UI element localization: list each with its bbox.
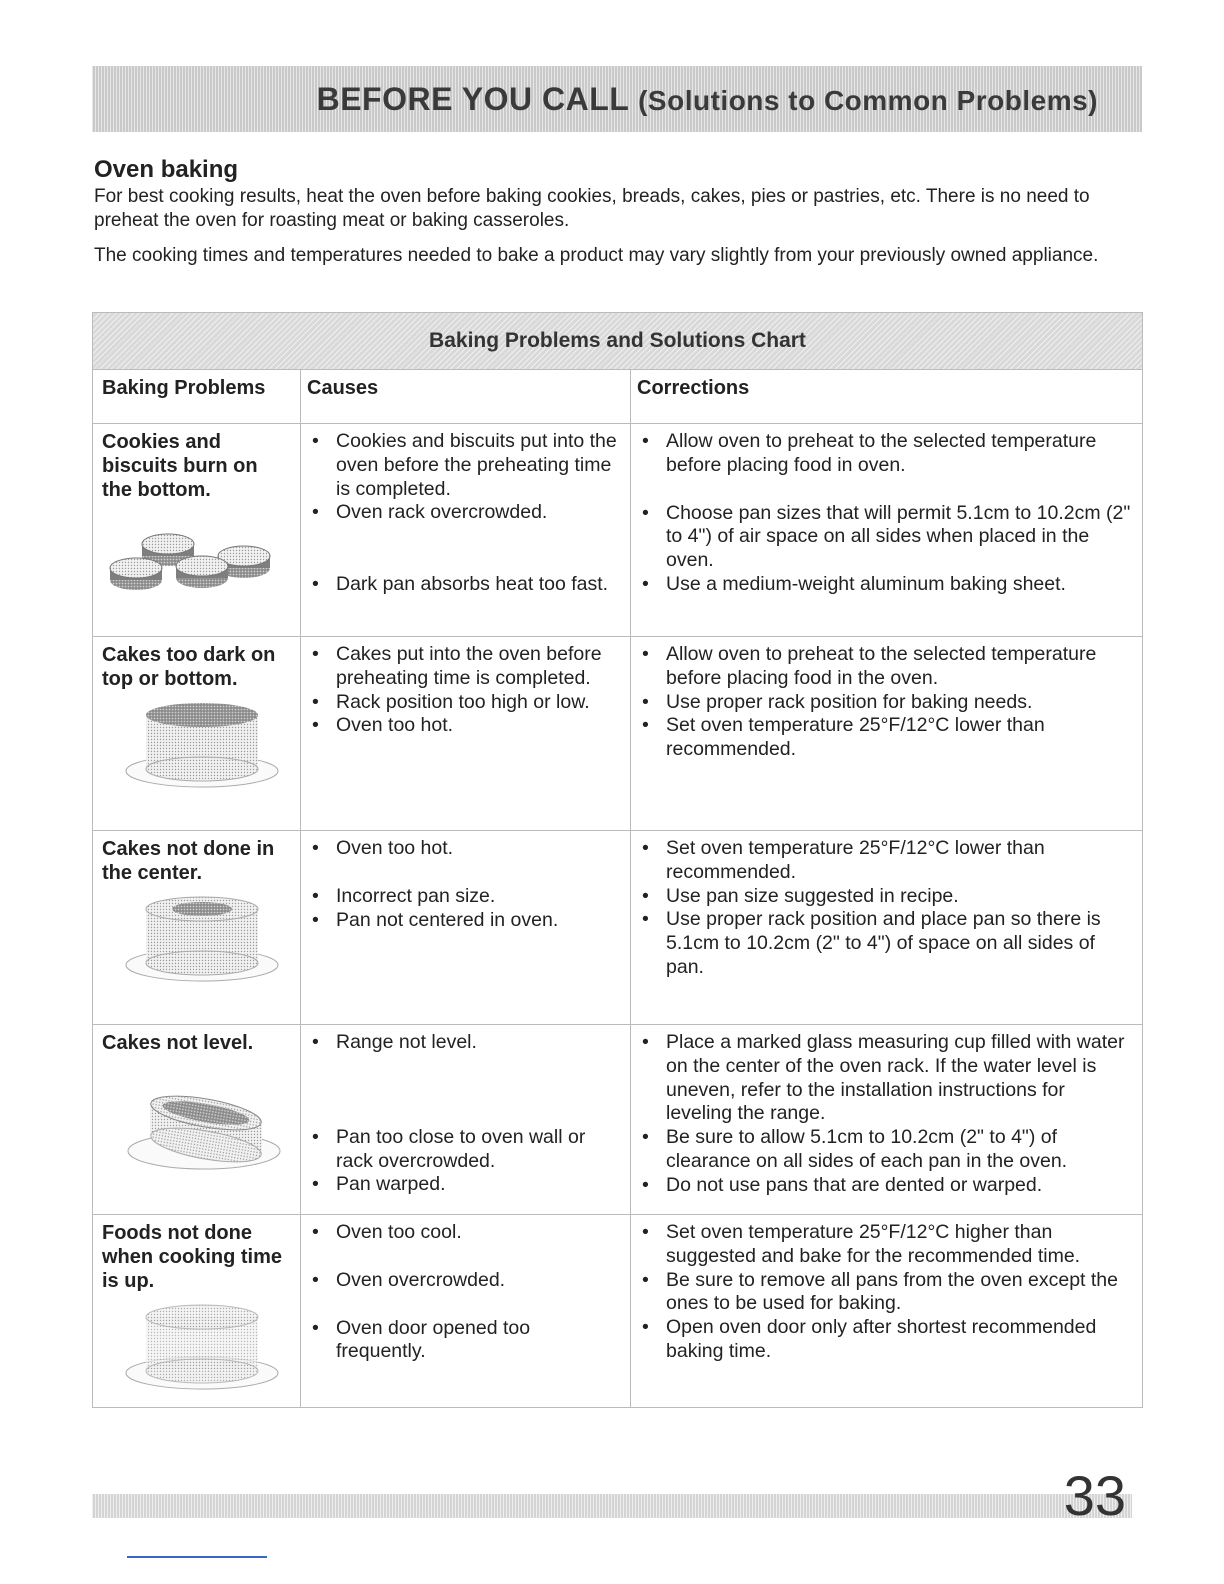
causes-list	[307, 643, 622, 738]
list-item: • Oven too hot.	[307, 837, 622, 861]
list-item: • Cakes put into the oven before preheating time is completed.	[307, 643, 622, 691]
page-number: 33	[1063, 1464, 1126, 1527]
corrections-list	[637, 1221, 1134, 1364]
tilted-cake-icon	[118, 1073, 294, 1177]
column-header: Baking Problems	[93, 370, 301, 423]
list-item: • Be sure to remove all pans from the oven except the ones to be used for baking.	[637, 1269, 1134, 1317]
list-item: • Oven rack overcrowded.	[307, 501, 622, 525]
list-item: • Set oven temperature 25°F/12°C lower than recommended.	[637, 837, 1134, 885]
problem-label: Cookies and biscuits burn on the bottom.	[102, 431, 258, 501]
list-item: • Pan too close to oven wall or rack overcrowded.	[307, 1126, 622, 1174]
section-title: Oven baking	[94, 156, 239, 183]
column-header: Causes	[301, 370, 631, 423]
table-row	[93, 636, 1142, 830]
corrections-list	[637, 837, 1134, 980]
table-row	[93, 830, 1142, 1024]
list-item: • Use proper rack position for baking needs.	[637, 691, 1134, 715]
list-item: • Range not level.	[307, 1031, 622, 1055]
list-item: • Oven too hot.	[307, 714, 622, 738]
causes-list	[307, 837, 622, 932]
cookies-icon	[106, 516, 278, 602]
table-row	[93, 1024, 1142, 1214]
pale-cake-icon	[120, 1301, 296, 1393]
page-header-title	[317, 81, 1098, 118]
corrections-list	[637, 430, 1134, 597]
list-item: • Oven overcrowded.	[307, 1269, 622, 1293]
list-item: • Choose pan sizes that will permit 5.1cm to 10.2cm (2" to 4") of air space on all sides when placed in the oven.	[637, 502, 1134, 573]
header-subtitle: (Solutions to Common Problems)	[638, 84, 1098, 116]
corrections-list	[637, 1031, 1134, 1198]
problem-label: Cakes not done in the center.	[102, 838, 275, 884]
list-item: • Use pan size suggested in recipe.	[637, 885, 1134, 909]
cake-icon	[120, 893, 296, 985]
causes-list	[307, 1221, 622, 1364]
corrections-list	[637, 643, 1134, 762]
intro-paragraph: For best cooking results, heat the oven before baking cookies, breads, cakes, pies or pastries, etc. There is no need to preheat the oven for roasting meat or baking casseroles.	[94, 186, 1090, 231]
divider	[127, 1556, 267, 1558]
list-item: • Cookies and biscuits put into the oven before the preheating time is completed.	[307, 430, 622, 501]
list-item: • Set oven temperature 25°F/12°C higher than suggested and bake for the recommended time.	[637, 1221, 1134, 1269]
list-item: • Dark pan absorbs heat too fast.	[307, 573, 622, 597]
column-header: Corrections	[637, 377, 750, 399]
table-row	[93, 1214, 1142, 1407]
list-item: • Do not use pans that are dented or warped.	[637, 1174, 1134, 1198]
footer-bar	[92, 1494, 1132, 1518]
table-row	[93, 423, 1142, 636]
list-item: • Set oven temperature 25°F/12°C lower than recommended.	[637, 714, 1134, 762]
list-item: • Be sure to allow 5.1cm to 10.2cm (2" to 4") of clearance on all sides of each pan in the oven.	[637, 1126, 1134, 1174]
problem-label: Cakes not level.	[102, 1032, 254, 1054]
causes-list	[307, 430, 622, 597]
problem-label: Foods not done when cooking time is up.	[102, 1222, 283, 1292]
list-item: • Open oven door only after shortest recommended baking time.	[637, 1316, 1134, 1364]
page-header-banner	[92, 66, 1142, 132]
list-item: • Oven too cool.	[307, 1221, 622, 1245]
list-item: • Place a marked glass measuring cup filled with water on the center of the oven rack. If the water level is uneven, refer to the installation instructions for leveling the range.	[637, 1031, 1134, 1126]
list-item: • Allow oven to preheat to the selected temperature before placing food in the oven.	[637, 643, 1134, 691]
intro-paragraph: The cooking times and temperatures needed to bake a product may vary slightly from your previously owned appliance.	[94, 245, 1099, 266]
list-item: • Oven door opened too frequently.	[307, 1317, 622, 1365]
list-item: • Use a medium-weight aluminum baking sheet.	[637, 573, 1134, 597]
chart-header-row	[93, 369, 1142, 423]
list-item: • Rack position too high or low.	[307, 691, 622, 715]
list-item: • Incorrect pan size.	[307, 885, 622, 909]
list-item: • Pan warped.	[307, 1173, 622, 1197]
list-item: • Pan not centered in oven.	[307, 909, 622, 933]
list-item: • Allow oven to preheat to the selected temperature before placing food in oven.	[637, 430, 1134, 478]
header-title: BEFORE YOU CALL	[316, 80, 629, 117]
list-item: • Use proper rack position and place pan so there is 5.1cm to 10.2cm (2" to 4") of space on all sides of pan.	[637, 908, 1134, 979]
chart-title: Baking Problems and Solutions Chart	[93, 313, 1142, 369]
baking-problems-chart	[92, 312, 1143, 1408]
problem-label: Cakes too dark on top or bottom.	[102, 644, 276, 690]
cake-icon	[120, 699, 296, 791]
causes-list	[307, 1031, 622, 1197]
